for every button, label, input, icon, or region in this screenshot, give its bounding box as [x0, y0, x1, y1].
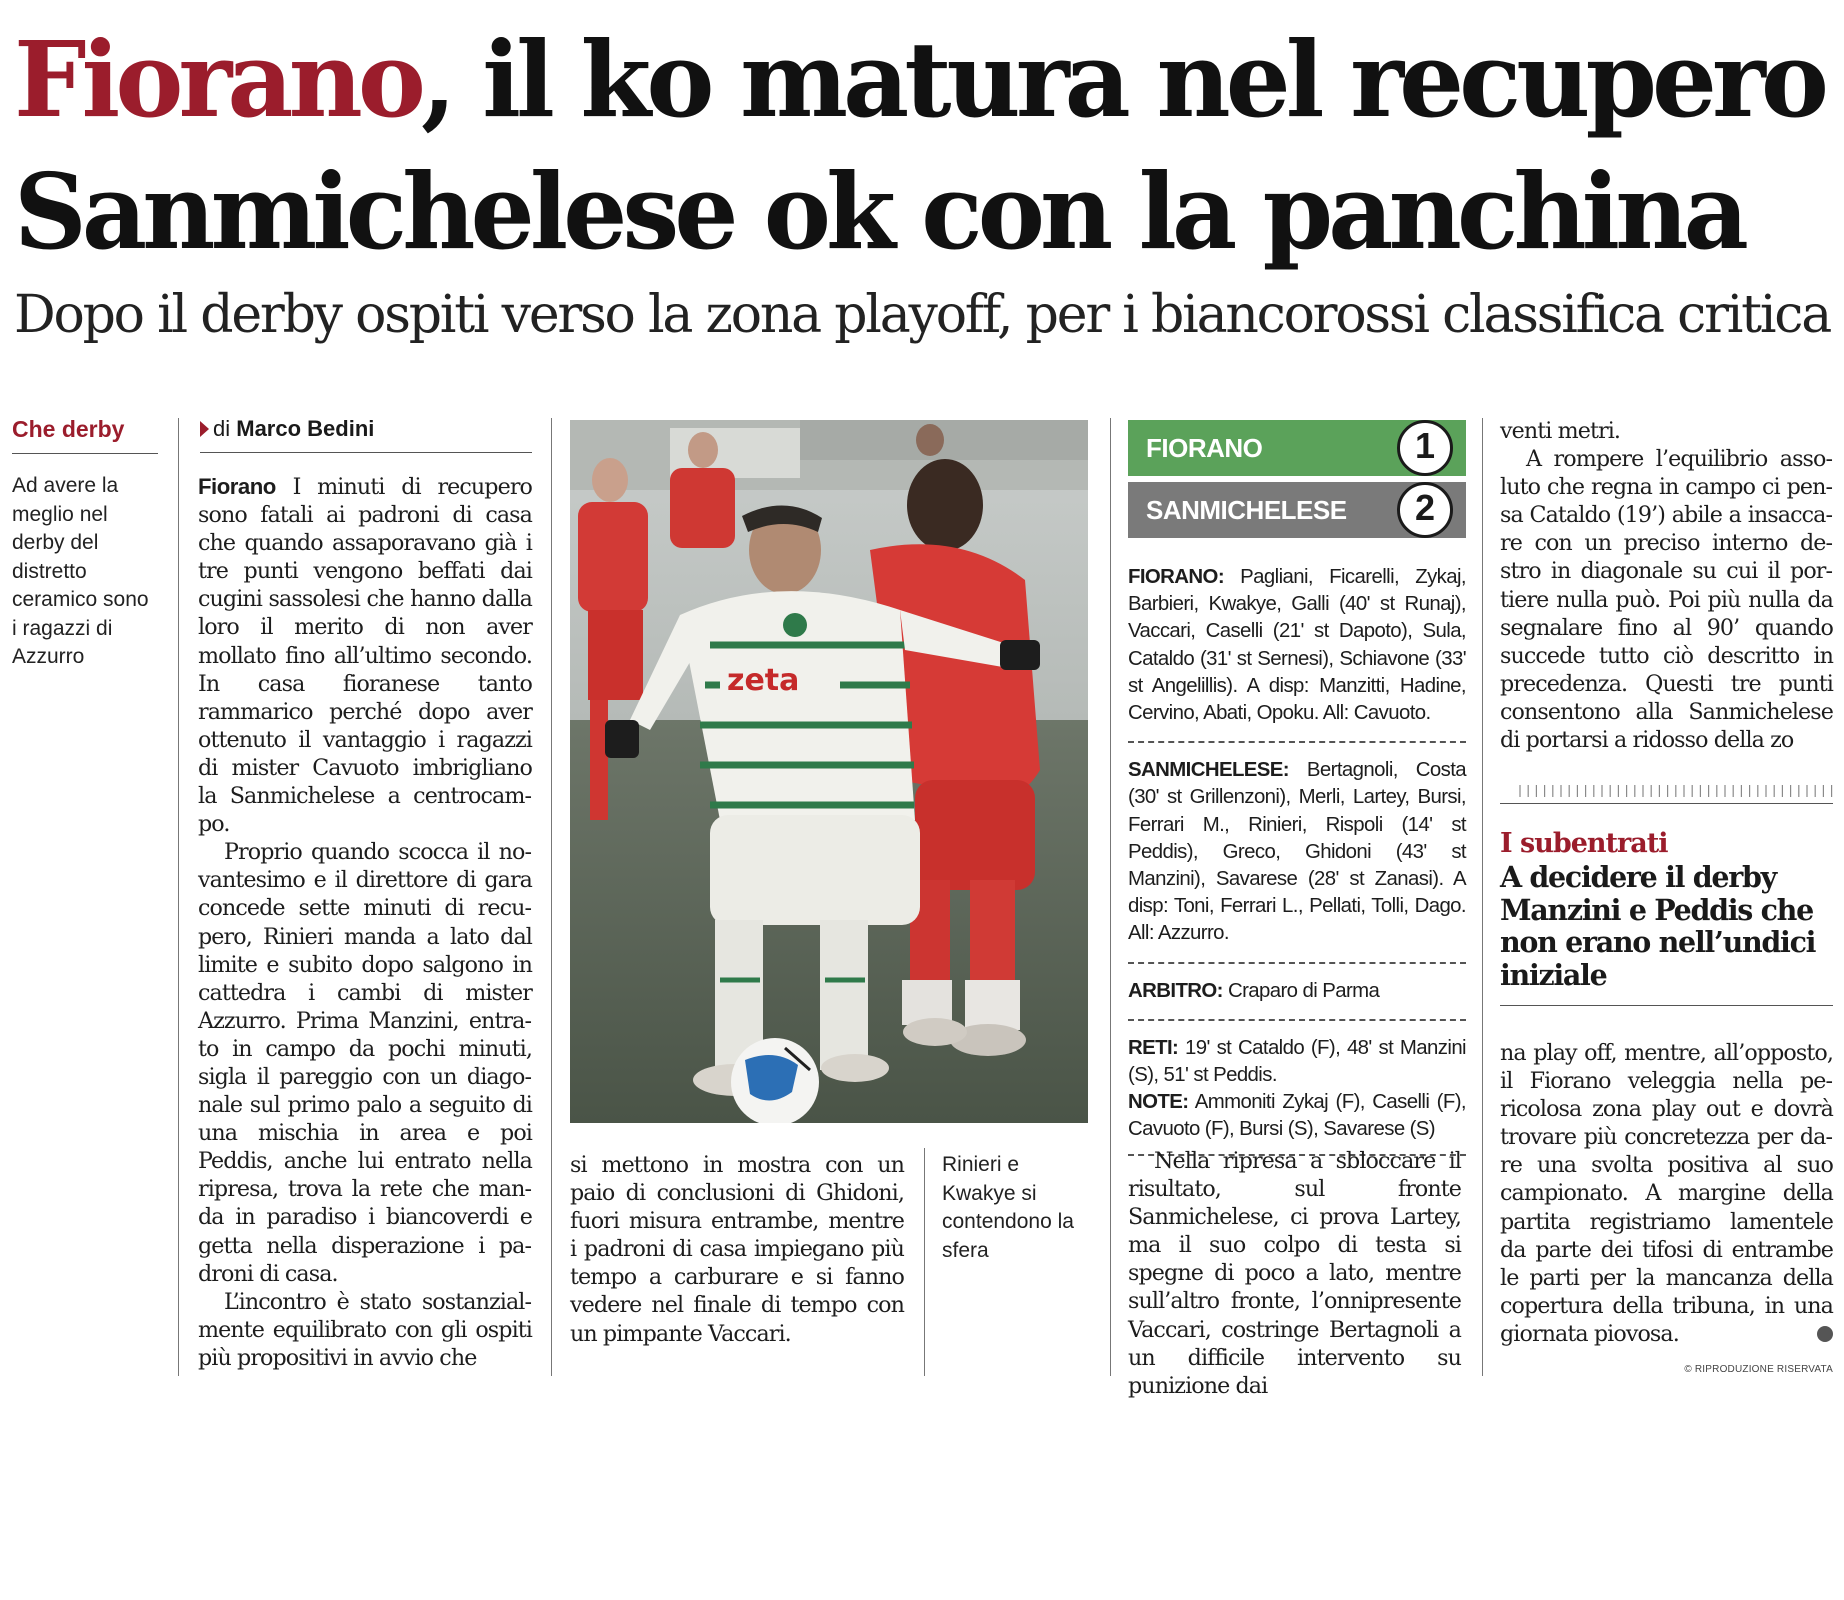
shirt-sponsor: zeta — [727, 663, 800, 698]
article-paragraph — [198, 473, 532, 838]
tick-rule — [1518, 784, 1833, 798]
subtitle: Dopo il derby ospiti verso la zona playoff, per i biancorossi classifica critica — [14, 285, 1830, 345]
kicker-column — [12, 416, 158, 672]
article-paragraph-2: Proprio quando scocca il novantesimo e il direttore di gara concede sette minuti di recupero, Rinieri manda a lato dal limite e subito dopo salgono in cattedra i cambi di mister Azzurro. Prima Manzini, entrato in campo da pochi minuti, sigla il pareggio con un diagonale sul primo palo a seguito di una mischia in area e poi Peddis, anche lui entrato nella ripresa, trova la rete che manda in paradiso i biancoverdi e getta nella disperazione i padroni di casa. — [198, 839, 532, 1287]
end-of-article-dot-icon — [1817, 1326, 1833, 1342]
away-score: 2 — [1414, 487, 1436, 528]
home-lineup-text: Pagliani, Ficarelli, Zykaj, Barbieri, Kwakye, Galli (40' st Runaj), Vaccari, Caselli (21' st Dapoto), Sula, Cataldo (31' st Sernesi), Schiavone (33' st Angelillis). A disp: Manzitti, Hadine, Cervino, Abati, Opoku. All: Cavuoto. — [1128, 566, 1466, 725]
away-team-name: SANMICHELESE — [1146, 495, 1347, 525]
article-lead: Fiorano — [198, 474, 276, 499]
byline — [200, 416, 532, 453]
article-paragraph-7: A rompere l’equilibrio assoluto che regna in campo ci pensa Cataldo (19’) abile a insaccare con un preciso interno destro in diagonale su cui il portiere nulla può. Poi più nulla da segnalare fino al 90’ quando succede tutto ciò descritto in precedenza. Questi tre punti consentono alla Sanmichelese di portarsi a ridosso della zo — [1500, 446, 1833, 754]
home-score: 1 — [1414, 425, 1436, 466]
scoreboard-away — [1128, 482, 1466, 538]
column-divider — [924, 1148, 925, 1376]
match-photo-illustration — [570, 420, 1088, 1123]
away-lineup — [1128, 757, 1466, 947]
away-lineup-text: Bertagnoli, Costa (30' st Grillenzoni), Merli, Lartey, Bursi, Ferrari M., Rinieri, Rispoli (14' st Peddis), Greco, Ghidoni (43' st Manzini), Savarese (28' st Zanasi). A disp: Toni, Ferrari L., Pellati, Tolli, Dago. All: Azzurro. — [1128, 759, 1466, 945]
notes — [1128, 1089, 1466, 1143]
byline-triangle-icon — [200, 421, 209, 437]
referee-label: ARBITRO: — [1128, 979, 1223, 1002]
goals-label: RETI: — [1128, 1036, 1179, 1059]
byline-prefix: di — [213, 416, 231, 441]
kicker-label: Che derby — [12, 416, 158, 454]
column-divider — [1110, 418, 1111, 1376]
article-paragraph-6: venti metri. — [1500, 418, 1621, 444]
goals-text: 19' st Cataldo (F), 48' st Manzini (S), 51' st Peddis. — [1128, 1036, 1466, 1087]
photo-caption: Rinieri e Kwakye si contendono la sfera — [942, 1153, 1074, 1262]
home-lineup-label: FIORANO: — [1128, 566, 1225, 588]
rights-notice: © RIPRODUZIONE RISERVATA — [1684, 1364, 1833, 1375]
notes-text: Ammoniti Zykaj (F), Caselli (F), Cavuoto (F), Bursi (S), Savarese (S) — [1128, 1091, 1466, 1141]
article-paragraph-8 — [1500, 1039, 1833, 1348]
article-paragraph-5: Nella ripresa a sbloccare il risultato, sul fronte Sanmichelese, ci prova Lartey, ma il suo colpo di testa si spegne di poco a lato, mentre sull’altro fronte, l’onnipresente Vaccari, costringe Bertagnoli a un difficile intervento su punizione dai — [1128, 1148, 1461, 1399]
article-paragraph-8-text: na play off, mentre, all’opposto, il Fiorano veleggia nella pericolosa zona play out e dovrà trovare più concretezza per dare una svolta positiva al suo campionato. A margine della partita registriamo lamentele da parte dei tifosi di entrambe le parti per la mancanza della copertura della tribuna, in una giornata piovosa. — [1500, 1040, 1833, 1347]
headline-line-2: Sanmichelese ok con la panchina — [14, 150, 1744, 273]
scoreboard — [1128, 420, 1466, 1170]
article-paragraph-1: I minuti di recupero sono fatali ai padroni di casa che quando assaporavano già i tre punti vengono beffati dai cugini sassolesi che hanno dalla loro il merito di non aver mollato fino all’ultimo secondo. In casa fioranese tanto rammarico perché dopo aver ottenuto il vantaggio i ragazzi di mister Cavuoto imbrigliano la Sanmichelese a centrocampo. — [198, 474, 532, 838]
headline-accent: Fiorano — [14, 18, 421, 141]
dashed-divider — [1128, 1019, 1466, 1021]
referee — [1128, 978, 1466, 1005]
column-divider — [178, 418, 179, 1376]
article-column-1 — [198, 473, 532, 1372]
referee-text: Craparo di Parma — [1222, 979, 1380, 1002]
dashed-divider — [1128, 741, 1466, 743]
headline — [14, 14, 1834, 278]
headline-line-1 — [14, 14, 1824, 146]
column-divider — [551, 418, 552, 1376]
home-team-name: FIORANO — [1146, 433, 1263, 463]
article-paragraph-4: si mettono in mostra con un paio di conclusioni di Ghidoni, fuori misura entrambe, mentre i padroni di casa impiegano più tempo a carburare e si fanno vedere nel finale di tempo con un pimpante Vaccari. — [570, 1152, 904, 1347]
article-paragraph-3: L’incontro è stato sostanzialmente equilibrato con gli ospiti più propositivi in avvio che — [198, 1288, 532, 1371]
byline-author: Marco Bedini — [236, 416, 375, 441]
sidebar-rule — [1500, 803, 1833, 804]
sidebar-kicker: I subentrati — [1500, 828, 1668, 859]
column-divider — [1482, 418, 1483, 1376]
notes-label: NOTE: — [1128, 1091, 1189, 1114]
article-column-2 — [570, 1151, 904, 1348]
scoreboard-home — [1128, 420, 1466, 476]
article-column-5-top — [1500, 417, 1833, 754]
goals — [1128, 1035, 1466, 1089]
kicker-text: Ad avere la meglio nel derby del distretto ceramico sono i ragazzi di Azzurro — [12, 474, 149, 668]
dashed-divider — [1128, 962, 1466, 964]
article-column-5-bottom — [1500, 1039, 1833, 1348]
article-column-4 — [1128, 1147, 1461, 1400]
home-lineup — [1128, 564, 1466, 727]
away-lineup-label: SANMICHELESE: — [1128, 759, 1290, 782]
sidebar-title: A decidere il derby Manzini e Peddis che non erano nell’undici iniziale — [1500, 861, 1833, 1006]
match-photo — [570, 420, 1088, 1123]
headline-line-1-rest: , il ko matura nel recupero — [420, 18, 1824, 141]
